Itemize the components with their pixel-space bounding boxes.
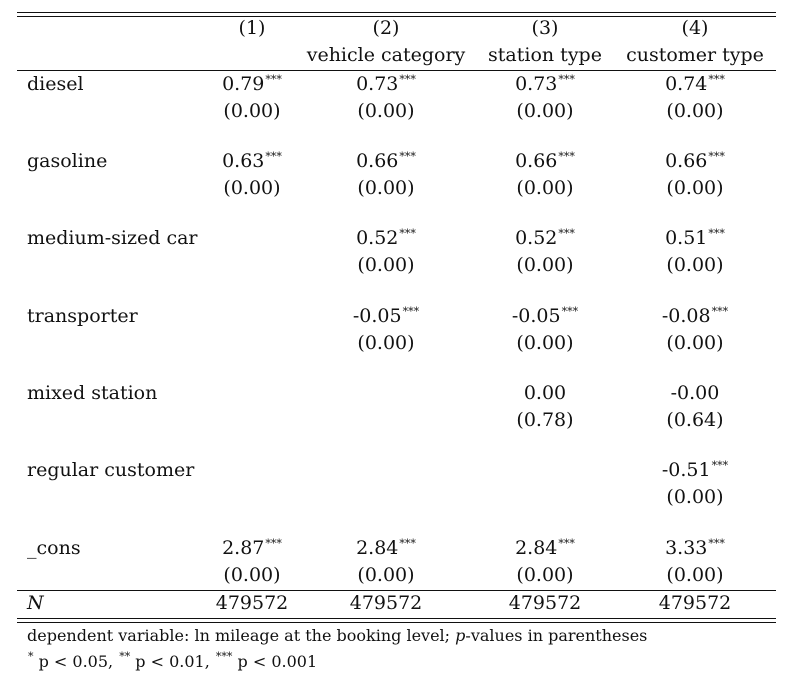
top-rule-1	[17, 12, 776, 13]
column-number: (3)	[531, 17, 559, 39]
note-significance: * p < 0.05, ** p < 0.01, *** p < 0.001	[28, 650, 318, 671]
coefficient-cell	[512, 304, 578, 331]
significance-stars: ***	[711, 305, 729, 318]
note-dependent-variable: dependent variable: ln mileage at the booking level; p-values in parentheses	[27, 626, 648, 645]
coefficient-value: 0.66	[515, 150, 558, 172]
significance-stars: ***	[558, 537, 575, 550]
p-value-cell: (0.00)	[666, 100, 724, 122]
p-value-cell: (0.00)	[516, 177, 574, 199]
coefficient-value: 2.87	[222, 537, 265, 559]
coefficient-value: -0.00	[670, 382, 720, 404]
p-value-cell: (0.00)	[666, 177, 724, 199]
p-value-cell: (0.00)	[357, 332, 415, 354]
significance-stars: ***	[265, 150, 282, 163]
coefficient-value: -0.05	[511, 305, 561, 327]
row-label: _cons	[27, 537, 81, 559]
coefficient-cell	[665, 149, 725, 176]
column-number: (1)	[238, 17, 266, 39]
coefficient-value: 0.73	[515, 73, 558, 95]
coefficient-cell	[662, 458, 728, 485]
column-header: vehicle category	[306, 44, 466, 66]
header-rule	[17, 70, 776, 71]
p-value-cell: (0.00)	[666, 486, 724, 508]
column-header: customer type	[626, 44, 764, 66]
coefficient-cell	[665, 536, 725, 563]
significance-stars: ***	[265, 73, 282, 86]
significance-stars: ***	[399, 537, 416, 550]
p-value-cell: (0.00)	[223, 564, 281, 586]
bottom-rule-2	[17, 622, 776, 623]
significance-stars: ***	[708, 73, 725, 86]
coefficient-value: -0.51	[661, 459, 711, 481]
column-number: (4)	[681, 17, 709, 39]
coefficient-value: 0.51	[665, 227, 708, 249]
significance-stars: ***	[399, 150, 416, 163]
coefficient-value: 0.52	[356, 227, 399, 249]
coefficient-value: 3.33	[665, 537, 708, 559]
p-value-cell: (0.00)	[357, 177, 415, 199]
row-label: diesel	[27, 73, 84, 95]
significance-stars: ***	[708, 537, 725, 550]
coefficient-value: 2.84	[515, 537, 558, 559]
p-value-cell: (0.00)	[516, 100, 574, 122]
significance-stars: ***	[558, 150, 575, 163]
observations-cell: 479572	[215, 592, 289, 614]
row-label: medium-sized car	[27, 227, 198, 249]
coefficient-cell	[356, 72, 416, 99]
significance-stars: ***	[399, 73, 416, 86]
n-label: N	[27, 592, 44, 614]
coefficient-cell	[353, 304, 419, 331]
significance-stars: ***	[265, 537, 282, 550]
p-value-cell: (0.64)	[666, 409, 724, 431]
significance-stars: ***	[558, 73, 575, 86]
coefficient-cell	[356, 536, 416, 563]
coefficient-cell	[356, 226, 416, 253]
coefficient-cell	[515, 149, 575, 176]
coefficient-value: -0.08	[661, 305, 711, 327]
p-value-cell: (0.00)	[357, 564, 415, 586]
significance-stars: ***	[402, 305, 420, 318]
p-value-cell: (0.00)	[223, 177, 281, 199]
p-value-cell: (0.00)	[357, 100, 415, 122]
row-label: regular customer	[27, 459, 195, 481]
p-value-cell: (0.00)	[666, 332, 724, 354]
coefficient-value: -0.05	[352, 305, 402, 327]
row-label: transporter	[27, 305, 138, 327]
coefficient-cell	[222, 149, 282, 176]
coefficient-value: 0.00	[523, 382, 567, 404]
p-value-cell: (0.78)	[516, 409, 574, 431]
coefficient-cell	[665, 72, 725, 99]
observations-cell: 479572	[658, 592, 732, 614]
observations-cell: 479572	[349, 592, 423, 614]
coefficient-value: 0.74	[665, 73, 708, 95]
row-label: mixed station	[27, 382, 158, 404]
significance-stars: ***	[558, 227, 575, 240]
p-value-cell: (0.00)	[357, 254, 415, 276]
coefficient-cell	[515, 536, 575, 563]
coefficient-value: 0.66	[665, 150, 708, 172]
coefficient-cell	[662, 304, 728, 331]
coefficient-value: 0.63	[222, 150, 265, 172]
coefficient-cell	[222, 72, 282, 99]
row-label: gasoline	[27, 150, 108, 172]
bottom-rule-1	[17, 618, 776, 619]
observations-cell: 479572	[508, 592, 582, 614]
coefficient-cell	[515, 72, 575, 99]
p-value-cell: (0.00)	[223, 100, 281, 122]
significance-stars: ***	[708, 227, 725, 240]
column-number: (2)	[372, 17, 400, 39]
coefficient-cell	[222, 536, 282, 563]
p-value-cell: (0.00)	[666, 564, 724, 586]
coefficient-value: 0.52	[515, 227, 558, 249]
coefficient-cell	[356, 149, 416, 176]
coefficient-cell	[515, 226, 575, 253]
coefficient-value: 2.84	[356, 537, 399, 559]
significance-stars: ***	[711, 459, 729, 472]
p-value-cell: (0.00)	[666, 254, 724, 276]
significance-stars: ***	[708, 150, 725, 163]
p-value-cell: (0.00)	[516, 254, 574, 276]
p-value-cell: (0.00)	[516, 332, 574, 354]
coefficient-cell	[671, 381, 720, 405]
significance-stars: ***	[399, 227, 416, 240]
coefficient-value: 0.66	[356, 150, 399, 172]
coefficient-value: 0.73	[356, 73, 399, 95]
coefficient-value: 0.79	[222, 73, 265, 95]
significance-stars: ***	[561, 305, 579, 318]
coefficient-cell	[524, 381, 566, 405]
p-value-cell: (0.00)	[516, 564, 574, 586]
column-header: station type	[488, 44, 602, 66]
coefficient-cell	[665, 226, 725, 253]
n-rule	[17, 590, 776, 591]
